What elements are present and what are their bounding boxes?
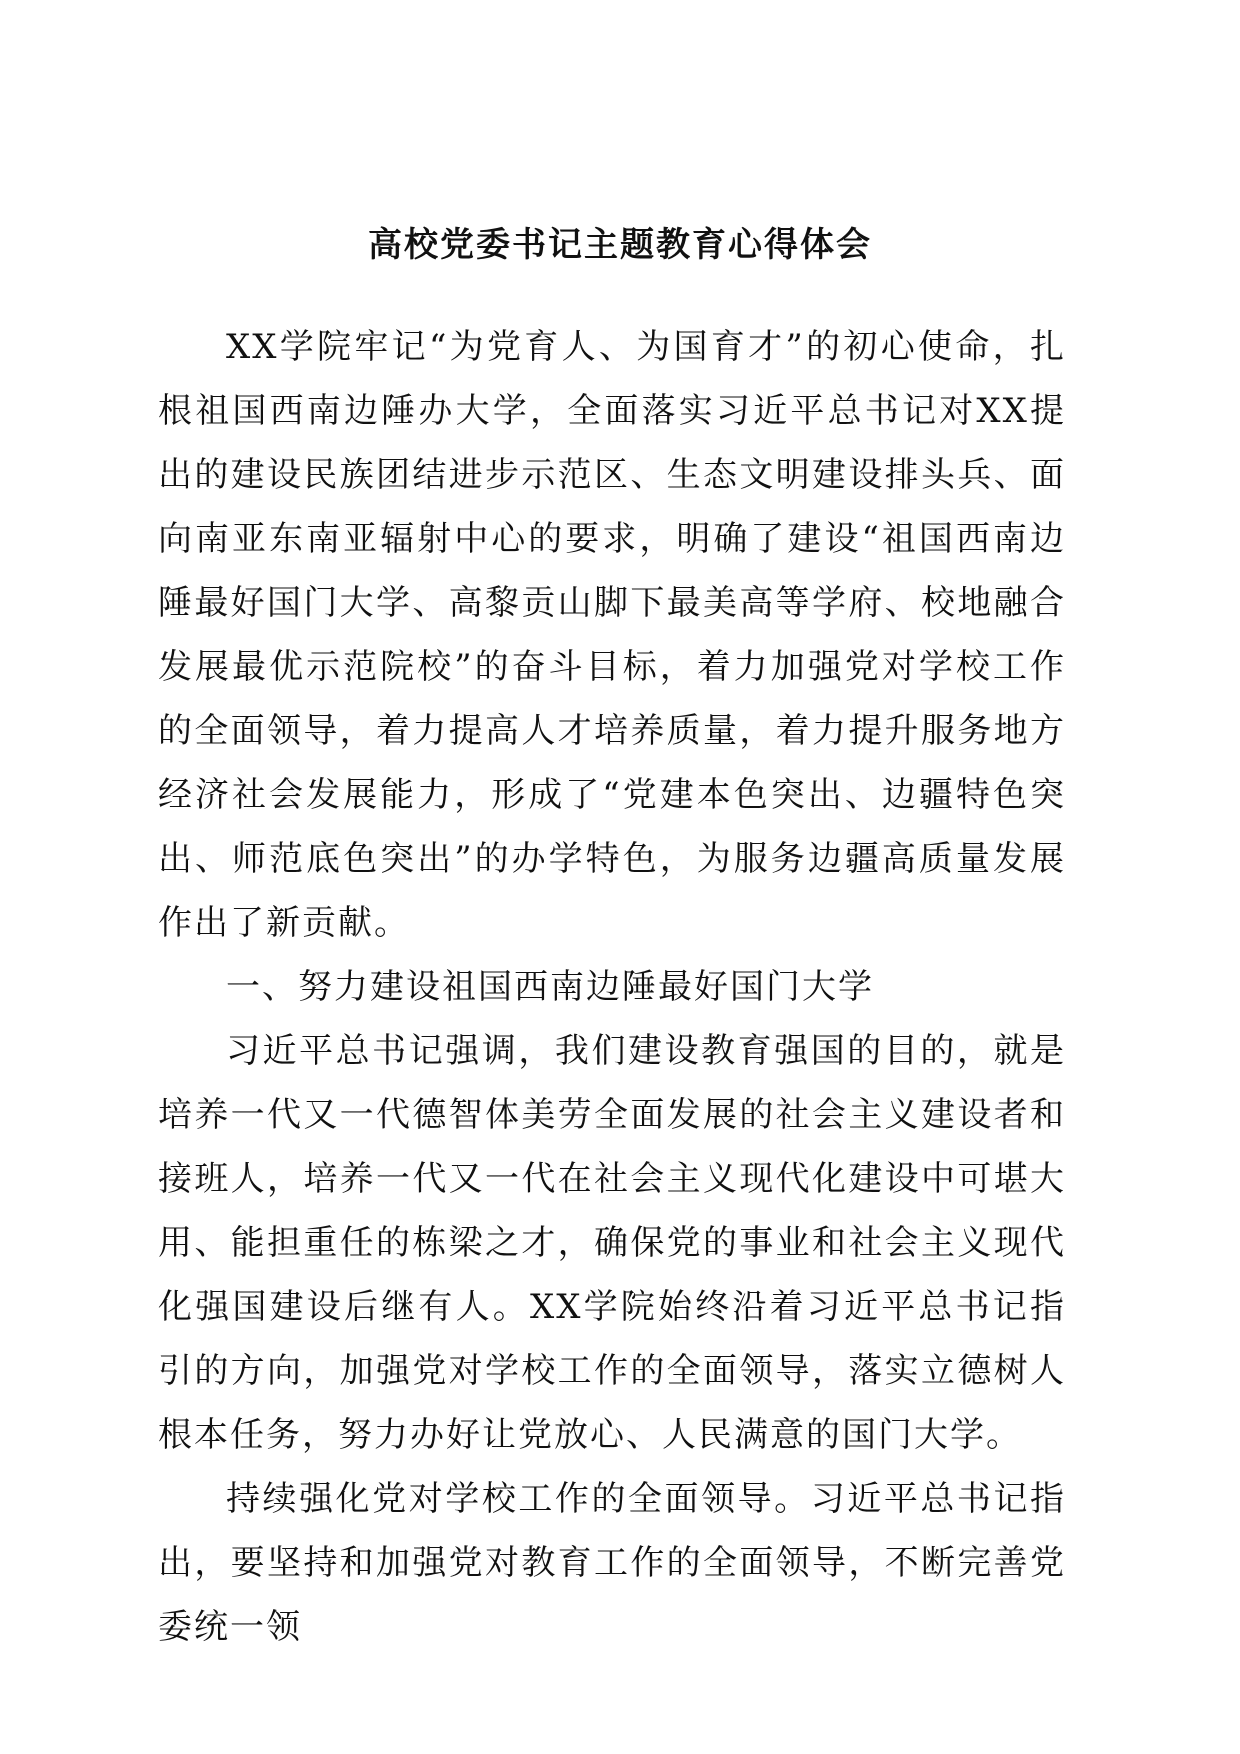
document-body <box>158 315 1066 1659</box>
section-1-heading: 一、努力建设祖国西南边陲最好国门大学 <box>226 967 874 1007</box>
document-title: 高校党委书记主题教育心得体会 <box>368 225 872 265</box>
intro-paragraph: XX学院牢记“为党育人、为国育才”的初心使命，扎根祖国西南边陲办大学，全面落实习近平总书记对XX提出的建设民族团结进步示范区、生态文明建设排头兵、面向南亚东南亚辐射中心的要求，明确了建设“祖国西南边陲最好国门大学、高黎贡山脚下最美高等学府、校地融合发展最优示范院校”的奋斗目标，着力加强党对学校工作的全面领导，着力提高人才培养质量，着力提升服务地方经济社会发展能力，形成了“党建本色突出、边疆特色突出、师范底色突出”的办学特色，为服务边疆高质量发展作出了新贡献。 <box>158 327 1066 943</box>
section-1-paragraph-1: 习近平总书记强调，我们建设教育强国的目的，就是培养一代又一代德智体美劳全面发展的社会主义建设者和接班人，培养一代又一代在社会主义现代化建设中可堪大用、能担重任的栋梁之才，确保党的事业和社会主义现代化强国建设后继有人。XX学院始终沿着习近平总书记指引的方向，加强党对学校工作的全面领导，落实立德树人根本任务，努力办好让党放心、人民满意的国门大学。 <box>158 1031 1066 1455</box>
section-1-paragraph-2: 持续强化党对学校工作的全面领导。习近平总书记指出，要坚持和加强党对教育工作的全面领导，不断完善党委统一领 <box>158 1479 1066 1647</box>
